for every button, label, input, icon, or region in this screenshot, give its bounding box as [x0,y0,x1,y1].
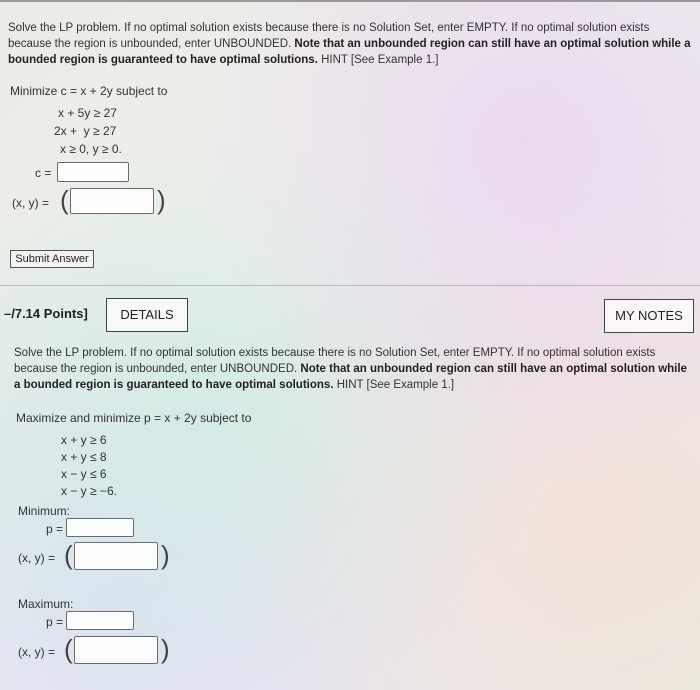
q1-c-label: c = [35,166,52,180]
q1-objective: Minimize c = x + 2y subject to [10,84,168,98]
my-notes-button[interactable]: MY NOTES [604,299,694,333]
q1-constraint-2: 2x + y ≥ 27 [54,124,117,138]
q2-min-p-label: p = [46,522,64,536]
q1-open-paren: ( [60,185,69,215]
q1-c-input[interactable] [57,162,129,182]
q2-hint: HINT [See Example 1.] [336,379,455,391]
section-divider [0,285,700,286]
q1-xy-label: (x, y) = [12,196,50,210]
q2-constraint-2: x + y ≤ 8 [61,450,107,464]
q1-close-paren: ) [157,185,166,215]
q2-instructions-bold: Note that an unbounded region can still have an optimal solution while a bounded region is guaranteed to have optimal solutions. [14,363,687,391]
q2-min-p-input[interactable] [66,518,134,537]
q2-min-close-paren: ) [161,540,170,570]
q2-min-open-paren: ( [64,540,73,570]
q1-instructions-text: Solve the LP problem. If no optimal solution exists because there is no Solution Set, enter EMPTY. If no optimal solution exists because the region is unbounded, enter UNBOUNDED. [8,22,650,50]
q1-constraint-3: x ≥ 0, y ≥ 0. [60,142,122,156]
submit-answer-button[interactable]: Submit Answer [10,250,94,268]
q2-min-xy-input[interactable] [74,542,158,570]
q2-constraint-1: x + y ≥ 6 [61,433,107,447]
q2-constraint-3: x − y ≤ 6 [61,467,107,481]
q2-points: –/7.14 Points] [4,306,88,321]
q2-minimum-heading: Minimum: [18,504,71,518]
q2-maximum-heading: Maximum: [18,597,74,611]
q2-objective: Maximize and minimize p = x + 2y subject to [16,411,252,425]
top-rule [0,0,700,2]
q2-instructions [14,345,694,393]
q1-xy-input[interactable] [70,188,154,214]
q2-instructions-text: Solve the LP problem. If no optimal solution exists because there is no Solution Set, enter EMPTY. If no optimal solution exists because the region is unbounded, enter UNBOUNDED. [14,347,656,375]
q2-min-xy-label: (x, y) = [18,551,56,565]
q2-max-xy-label: (x, y) = [18,645,56,659]
q2-max-open-paren: ( [64,634,73,664]
q1-instructions-bold: Note that an unbounded region can still have an optimal solution while a bounded region is guaranteed to have optimal solutions. [8,38,691,66]
q2-max-p-input[interactable] [66,611,134,630]
q2-constraint-4: x − y ≥ −6. [61,484,117,498]
q1-hint: HINT [See Example 1.] [321,54,439,66]
q2-max-p-label: p = [46,615,64,629]
q2-max-close-paren: ) [161,634,170,664]
q1-instructions [8,20,696,68]
details-button[interactable]: DETAILS [106,298,188,332]
q1-constraint-1: x + 5y ≥ 27 [58,106,117,120]
q2-max-xy-input[interactable] [74,636,158,664]
